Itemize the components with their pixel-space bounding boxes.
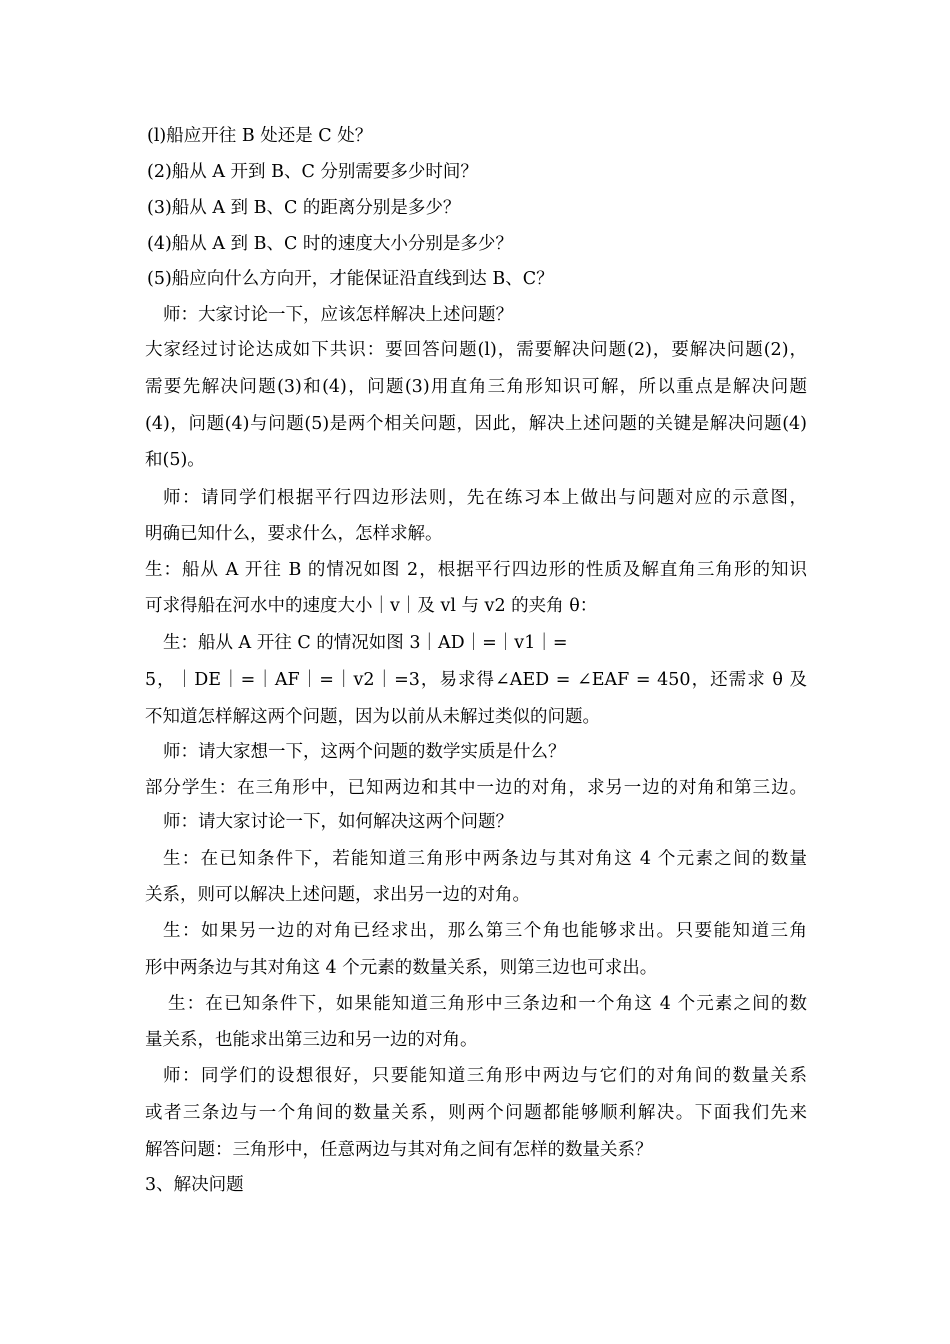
paragraph-line: 解答问题：三角形中，任意两边与其对角之间有怎样的数量关系？ [145,1140,653,1160]
paragraph-line: 需要先解决问题(3)和(4)，问题(3)用直角三角形知识可解，所以重点是解决问题 [145,377,807,397]
paragraph-line: 可求得船在河水中的速度大小｜v｜及 vl 与 v2 的夹角 θ： [145,596,598,616]
teacher-line: 师：大家讨论一下，应该怎样解决上述问题？ [163,305,513,325]
paragraph-line: 量关系，也能求出第三边和另一边的对角。 [145,1030,478,1050]
student-line: 生：船从 A 开往 C 的情况如图 3｜AD｜=｜v1｜= [163,633,568,653]
paragraph-line: 大家经过讨论达成如下共识：要回答问题(l)，需要解决问题(2)，要解决问题(2)， [145,340,807,360]
teacher-line: 师：请同学们根据平行四边形法则，先在练习本上做出与问题对应的示意图， [163,488,807,508]
student-line: 生：如果另一边的对角已经求出，那么第三个角也能够求出。只要能知道三角 [163,921,807,941]
student-line: 生：在已知条件下，若能知道三角形中两条边与其对角这 4 个元素之间的数量 [163,849,807,869]
student-line: 生：船从 A 开往 B 的情况如图 2，根据平行四边形的性质及解直角三角形的知识 [145,560,807,580]
question-1: (l)船应开往 B 处还是 C 处？ [147,126,373,146]
students-line: 部分学生：在三角形中，已知两边和其中一边的对角，求另一边的对角和第三边。 [145,778,807,798]
teacher-line: 师：请大家讨论一下，如何解决这两个问题？ [163,812,513,832]
paragraph-line: (4)，问题(4)与问题(5)是两个相关问题，因此，解决上述问题的关键是解决问题(4) [145,414,807,434]
paragraph-line: 和(5)。 [145,450,205,470]
section-heading: 3、解决问题 [145,1175,244,1195]
paragraph-line: 形中两条边与其对角这 4 个元素的数量关系，则第三边也可求出。 [145,958,658,978]
paragraph-line: 或者三条边与一个角间的数量关系，则两个问题都能够顺利解决。下面我们先来 [145,1103,807,1123]
student-line: 生：在已知条件下，如果能知道三角形中三条边和一个角这 4 个元素之间的数 [168,994,807,1014]
question-2: (2)船从 A 开到 B、C 分别需要多少时间？ [147,162,478,182]
question-3: (3)船从 A 到 B、C 的距离分别是多少？ [147,198,461,218]
paragraph-line: 不知道怎样解这两个问题，因为以前从未解过类似的问题。 [145,707,600,727]
paragraph-line: 关系，则可以解决上述问题，求出另一边的对角。 [145,885,530,905]
paragraph-line: 明确已知什么，要求什么，怎样求解。 [145,524,443,544]
question-5: (5)船应向什么方向开，才能保证沿直线到达 B、C？ [147,269,554,289]
teacher-line: 师：同学们的设想很好，只要能知道三角形中两边与它们的对角间的数量关系 [163,1066,807,1086]
question-4: (4)船从 A 到 B、C 时的速度大小分别是多少？ [147,234,513,254]
teacher-line: 师：请大家想一下，这两个问题的数学实质是什么？ [163,742,566,762]
paragraph-line: 5，｜DE｜=｜AF｜=｜v2｜=3，易求得∠AED = ∠EAF = 450，还需求 θ 及 [145,670,807,690]
